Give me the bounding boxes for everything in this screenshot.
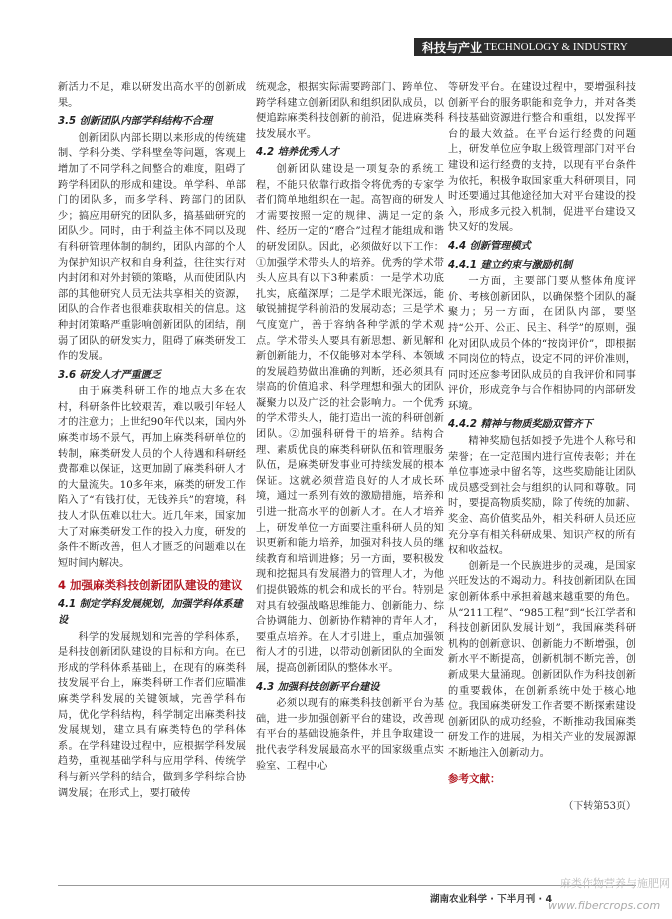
heading-4-1: 4.1 制定学科发展规划，加强学科体系建设 xyxy=(58,599,243,626)
paragraph: 必须以现有的麻类科技创新平台为基础，进一步加强创新平台的建设，改善现有平台的基础设施条件，并且争取建设一批代表学科发展最高水平的国家级重点实验室、工程中心 xyxy=(256,698,444,772)
paragraph: 创新团队内部长期以来形成的传统建制、学科分类、学科壁垒等问题，客观上增加了不同学科之间整合的难度，阻碍了跨学科团队的形成和建设。单学科、单部门的团队多，而多学科、跨部门的团队少；搞应用研究的团队多，搞基础研究的团队少。同时，由于利益主体不同以及现有科研管理体制的制约，团队内部的个人为保护知识产权和自身利益，往往实行对内封闭和对外封锁的策略，从而使团队内部的其他研究人员无法共享相关的资源，团队的合作者也很难获取相关的信息。这种封闭策略严重影响创新团队的团结，削弱了团队的研发实力，阻碍了麻类研发工作的发展。 xyxy=(58,132,246,363)
paragraph: 统观念，根据实际需要跨部门、跨单位、跨学科建立创新团队和组织团队成员，以便追踪麻类科技创新的前沿，促进麻类科技发展水平。 xyxy=(256,82,444,140)
column-2 xyxy=(256,80,444,774)
section-header xyxy=(414,38,672,56)
watermark-text: 麻类作物营养与施肥网 xyxy=(560,877,670,890)
column-3 xyxy=(448,80,636,815)
footer-divider xyxy=(58,885,636,886)
watermark-url: www.fibercrops.com xyxy=(548,899,661,912)
heading-4-4-1: 4.4.1 建立约束与激励机制 xyxy=(448,259,573,271)
paragraph: 创新团队建设是一项复杂的系统工程，不能只依靠行政指令将优秀的专家学者们简单地组织在一起。高智商的研发人才需要按照一定的规律、满足一定的条件、经历一定的“磨合”过程才能组成和谐的研发团队。因此，必须做好以下工作：①加强学术带头人的培养。优秀的学术带头人应具有以下3种素质：一是学术功底扎实，底蕴深厚；二是学术眼光深远，能敏锐捕捉学科前沿的发展动态；三是学术气度宽广，善于容纳各种学派的学术观点。学术带头人要具有新思想、新见解和新创新能力，不仅能够对本学科、本领域的发展趋势做出准确的判断，还必须具有崇高的价值追求、科学理想和强大的团队凝聚力以及广泛的社会影响力。一个优秀的学术带头人，能打造出一流的科研创新团队。②加强科研骨干的培养。结构合理、素质优良的麻类科研队伍和管理服务队伍，是麻类研发事业可持续发展的根本保证。这就必须营造良好的人才成长环境，通过一系列有效的激励措施，培养和引进一批高水平的创新人才。在人才培养上，研发单位一方面要注重科研人员的知识更新和能力培养，加强对科技人员的继续教育和培训进修；另一方面，要积极发现和挖掘具有发展潜力的管理人才，为他们提供锻炼的机会和成长的平台。特别是对具有较强战略思维能力、创新能力、综合协调能力、创新协作精神的青年人才，要重点培养。在人才引进上，重点加强领衔人才的引进，以带动创新团队的全面发展，提高创新团队的整体水平。 xyxy=(256,163,444,674)
heading-4-4-2: 4.4.2 精神与物质奖励双管齐下 xyxy=(448,419,593,431)
heading-3-5: 3.5 创新团队内部学科结构不合理 xyxy=(58,116,213,128)
heading-3-6: 3.6 研发人才严重匮乏 xyxy=(58,369,162,381)
paragraph: 新活力不足，难以研发出高水平的创新成果。 xyxy=(58,82,246,109)
references-heading: 参考文献： xyxy=(448,772,501,785)
heading-4: 4 加强麻类科技创新团队建设的建议 xyxy=(58,578,243,593)
column-1 xyxy=(58,80,246,801)
paragraph: 由于麻类科研工作的地点大多在农村，科研条件比较艰苦，难以吸引年轻人才的注意力；上世纪90年代以来，国内外麻类市场不景气，再加上麻类科研单位的转制，麻类研发人员的个人待遇和科研经费都难以保证，这更加剧了麻类科研人才的大量流失。10多年来，麻类的研发工作陷入了“有钱打仗，无钱养兵”的窘境，科技人才队伍难以壮大。近几年来，国家加大了对麻类研发工作的投入力度，研发的条件不断改善，但人才匮乏的问题难以在短时间内解决。 xyxy=(58,386,246,569)
paragraph: 一方面，主要部门要从整体角度评价、考核创新团队，以确保整个团队的凝聚力；另一方面，在团队内部，要坚持“公开、公正、民主、科学”的原则，强化对团队成员个体的“按岗评价”，即根据不同岗位的特点，设定不同的评价准则，同时还应参考团队成员的自我评价和同事评价，形成竞争与合作相协同的内部研发环境。 xyxy=(448,276,636,412)
paragraph: 创新是一个民族进步的灵魂，是国家兴旺发达的不竭动力。科技创新团队在国家创新体系中承担着越来越重要的角色。从“211工程”、“985工程”到“长江学者和科技创新团队发展计划”，我国麻类科研机构的创新意识、创新能力不断增强，创新水平不断提高，创新机制不断完善，创新成果大量涌现。创新团队作为科技创新的重要载体，在创新系统中处于核心地位。我国麻类研发工作者要不断探索建设创新团队的成功经验，不断推动我国麻类研发工作的进展，为相关产业的发展源源不断地注入创新动力。 xyxy=(448,560,636,759)
paragraph: 等研发平台。在建设过程中，要增强科技创新平台的服务职能和竞争力，并对各类科技基础资源进行整合和重组，以发挥平台的最大效益。在平台运行经费的问题上，研发单位应争取上级管理部门对平台建设和运行经费的支持，以现有平台条件为依托，积极争取国家重大科研项目，同时还要通过其他途径加大对平台建设的投入，形成多元投入机制，促进平台建设又快又好的发展。 xyxy=(448,82,636,234)
section-title-en: TECHNOLOGY & INDUSTRY xyxy=(484,41,628,53)
paragraph: 精神奖励包括如授予先进个人称号和荣誉；在一定范围内进行宣传表彰；并在单位事迹录中留名等，这些奖励能让团队成员感受到社会与组织的认同和尊敬。同时，要提高物质奖励，除了传统的加薪、奖金、高价值奖品外，相关科研人员还应充分享有相关科研成果、知识产权的所有权和收益权。 xyxy=(448,436,636,557)
continued-note: （下转第53页） xyxy=(563,801,636,813)
heading-4-2: 4.2 培养优秀人才 xyxy=(256,147,339,159)
paragraph: 科学的发展规划和完善的学科体系，是科技创新团队建设的目标和方向。在已形成的学科体系基础上，在现有的麻类科技发展平台上，麻类科研工作者们应瞄准麻类学科发展的关键领域，完善学科布局，优化学科结构，科学制定出麻类科技发展规划，建立具有麻类特色的学科体系。在学科建设过程中，应根据学科发展趋势，重视基础学科与应用学科、传统学科与新兴学科的结合，做到多学科综合协调发展；在形式上，要打破传 xyxy=(58,631,246,799)
section-title-cn: 科技与产业 xyxy=(422,40,483,55)
heading-4-4: 4.4 创新管理模式 xyxy=(448,240,531,252)
heading-4-3: 4.3 加强科技创新平台建设 xyxy=(256,681,380,693)
page-footer: 湖南农业科学 · 下半月刊 · 4 xyxy=(430,894,553,905)
